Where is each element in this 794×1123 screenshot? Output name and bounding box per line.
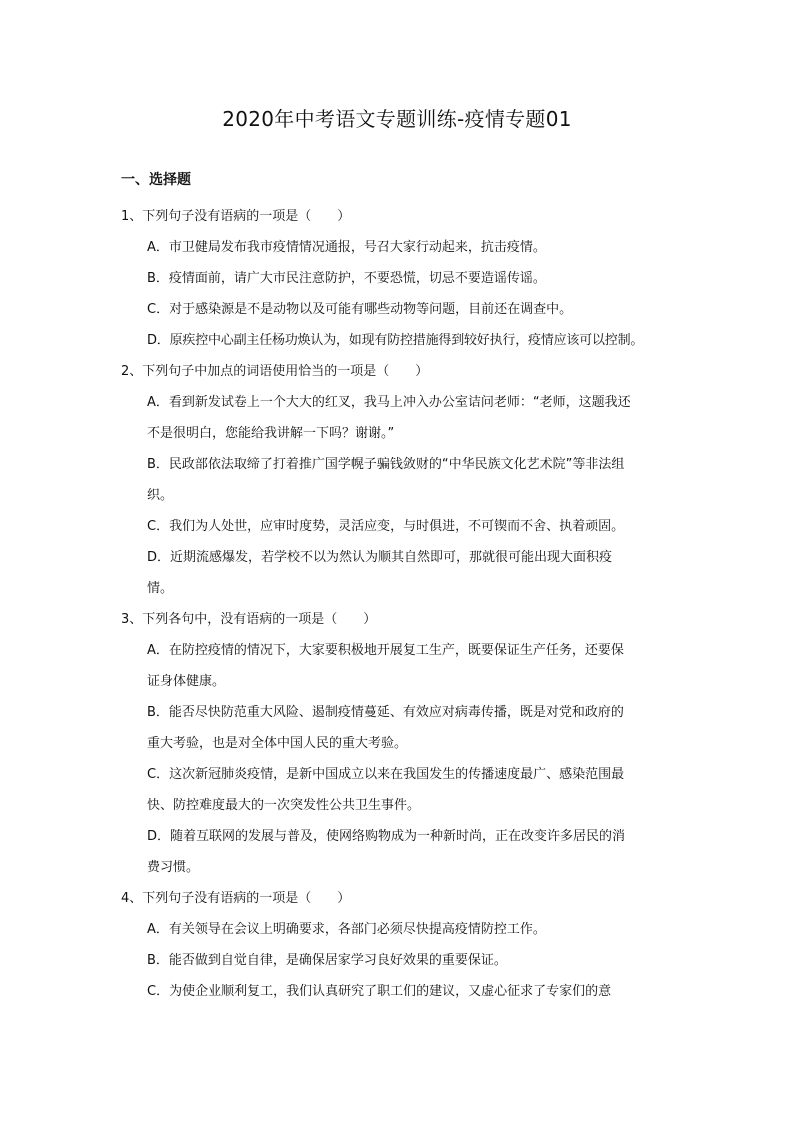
option-line: B．民政部依法取缔了打着推广国学幌子骗钱敛财的“中华民族文化艺术院”等非法组: [147, 457, 625, 472]
option-line: 快、防控难度最大的一次突发性公共卫生事件。: [147, 798, 421, 813]
document-title: 2020年中考语文专题训练-疫情专题01: [222, 107, 572, 131]
option-line: D．近期流感爆发，若学校不以为然认为顺其自然即可，那就很可能出现大面积疫: [147, 550, 613, 565]
option-c: [121, 511, 691, 542]
option-b: [121, 945, 691, 976]
option-c: [121, 294, 691, 325]
option-a: [121, 232, 691, 263]
option-line: C．对于感染源是不是动物以及可能有哪些动物等问题，目前还在调查中。: [147, 302, 573, 317]
question-3: [121, 604, 691, 883]
option-line: 情。: [147, 581, 174, 596]
option-line: 重大考验，也是对全体中国人民的重大考验。: [147, 736, 408, 751]
option-line: B．疫情面前，请广大市民注意防护，不要恐慌，切忌不要造谣传谣。: [147, 271, 546, 286]
option-line: D．随着互联网的发展与普及，使网络购物成为一种新时尚，正在改变许多居民的消: [147, 829, 626, 844]
question-stem: 2、下列句子中加点的词语使用恰当的一项是（ ）: [121, 364, 429, 379]
option-line: 织。: [147, 488, 174, 503]
question-stem: 3、下列各句中，没有语病的一项是（ ）: [121, 612, 377, 627]
option-b: [121, 263, 691, 294]
option-line: C．这次新冠肺炎疫情，是新中国成立以来在我国发生的传播速度最广、感染范围最: [147, 767, 625, 782]
option-d: [121, 325, 691, 356]
option-d: [121, 821, 691, 883]
option-a: [121, 387, 691, 449]
question-4: [121, 883, 691, 1007]
option-line: B．能否尽快防范重大风险、遏制疫情蔓延、有效应对病毒传播，既是对党和政府的: [147, 705, 624, 720]
option-line: D．原疾控中心副主任杨功焕认为，如现有防控措施得到较好执行，疫情应该可以控制。: [147, 333, 644, 348]
question-1: [121, 201, 691, 356]
option-c: [121, 976, 691, 1007]
section-heading: 一、选择题: [121, 172, 191, 188]
question-stem: 4、下列句子没有语病的一项是（ ）: [121, 891, 351, 906]
option-a: [121, 914, 691, 945]
option-line: A．市卫健局发布我市疫情情况通报，号召大家行动起来，抗击疫情。: [147, 240, 546, 255]
option-line: A．看到新发试卷上一个大大的红叉，我马上冲入办公室诘问老师：“老师，这题我还: [147, 395, 631, 410]
option-a: [121, 635, 691, 697]
question-2: [121, 356, 691, 604]
option-d: [121, 542, 691, 604]
question-stem: 1、下列句子没有语病的一项是（ ）: [121, 209, 351, 224]
option-b: [121, 697, 691, 759]
option-c: [121, 759, 691, 821]
option-line: A．在防控疫情的情况下，大家要积极地开展复工生产，既要保证生产任务，还要保: [147, 643, 624, 658]
option-line: 不是很明白，您能给我讲解一下吗？谢谢。”: [147, 426, 395, 441]
option-line: C．为使企业顺利复工，我们认真研究了职工们的建议，又虚心征求了专家们的意: [147, 984, 612, 999]
option-line: 费习惯。: [147, 860, 200, 875]
option-line: 证身体健康。: [147, 674, 226, 689]
option-b: [121, 449, 691, 511]
option-line: A．有关领导在会议上明确要求，各部门必须尽快提高疫情防控工作。: [147, 922, 546, 937]
option-line: C．我们为人处世，应审时度势，灵活应变，与时俱进，不可锲而不舍、执着顽固。: [147, 519, 625, 534]
option-line: B．能否做到自觉自律，是确保居家学习良好效果的重要保证。: [147, 953, 507, 968]
question-list: [121, 201, 691, 1007]
